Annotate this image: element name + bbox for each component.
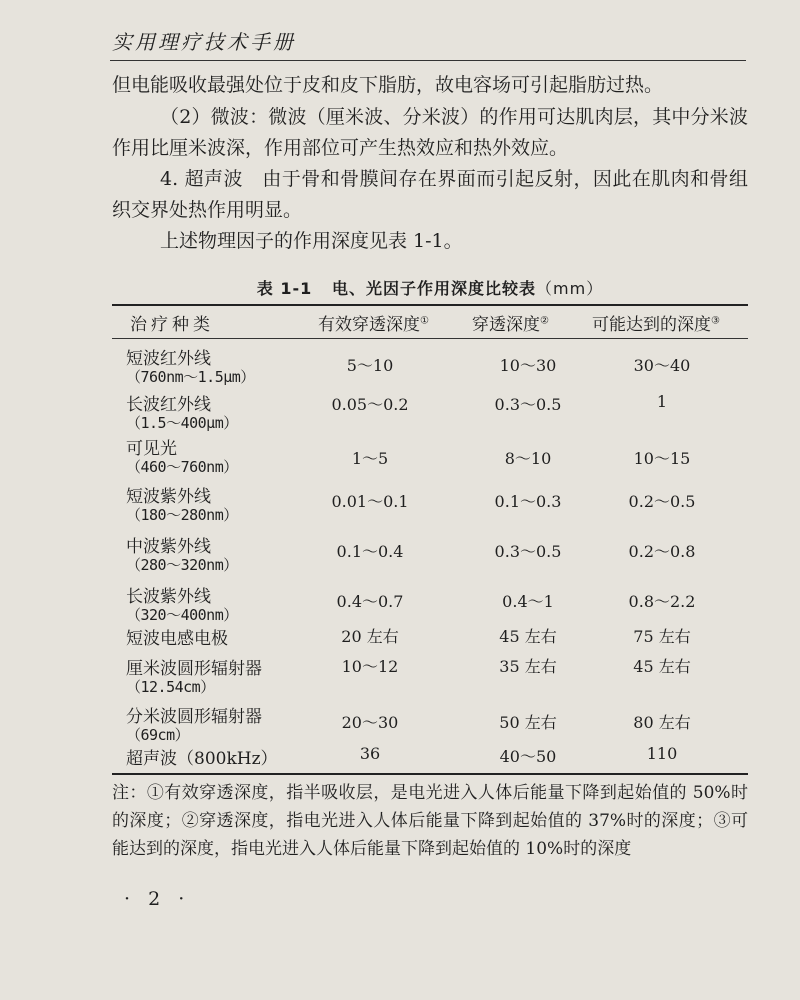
- cell-max-depth: 30～40: [633, 356, 691, 375]
- cell-penetration-depth: 35 左右: [499, 657, 557, 676]
- cell-effective-depth: 1～5: [351, 449, 389, 468]
- cell-effective-depth: 0.01～0.1: [331, 492, 409, 511]
- paragraph-2: （2）微波：微波（厘米波、分米波）的作用可达肌肉层，其中分米波作用比厘米波深，作用部位可产生热效应和热外效应。: [112, 106, 748, 159]
- header-max-depth: 可能达到的深度③: [592, 315, 720, 335]
- cell-effective-depth: 0.4～0.7: [336, 592, 404, 611]
- page-number: · 2 ·: [124, 888, 191, 910]
- table-row: [0, 344, 800, 388]
- table-caption-title: 电、光因子作用深度比较表: [332, 279, 537, 298]
- cell-category-range: （760nm～1.5μm）: [126, 368, 255, 386]
- cell-penetration-depth: 0.3～0.5: [494, 542, 562, 561]
- cell-penetration-depth: 0.1～0.3: [494, 492, 562, 511]
- cell-max-depth: 1: [656, 392, 668, 411]
- table-note: 注：①有效穿透深度，指半吸收层，是电光进入人体后能量下降到起始值的 50%时的深度；②穿透深度，指电光进入人体后能量下降到起始值的 37%时的深度；③可能达到的深度，指电光进入人体后能量下降到起始值的 10%时的深度: [112, 783, 748, 859]
- cell-category-range: （69cm）: [126, 726, 190, 744]
- running-header: 实用理疗技术手册: [112, 30, 296, 54]
- cell-penetration-depth: 10～30: [499, 356, 557, 375]
- paragraph-3: 4. 超声波 由于骨和骨膜间存在界面而引起反射，因此在肌肉和骨组织交界处热作用明显。: [112, 168, 748, 221]
- cell-effective-depth: 5～10: [346, 356, 394, 375]
- cell-effective-depth: 36: [359, 744, 381, 763]
- cell-category: 超声波（800kHz）: [126, 749, 278, 769]
- table-row: [0, 702, 800, 746]
- cell-effective-depth: 0.05～0.2: [331, 395, 409, 414]
- cell-category: 短波紫外线: [126, 487, 211, 507]
- cell-effective-depth: 20～30: [341, 713, 399, 732]
- table-top-rule: [112, 304, 748, 306]
- cell-penetration-depth: 0.4～1: [502, 592, 554, 611]
- cell-max-depth: 0.8～2.2: [628, 592, 696, 611]
- table-header-rule: [112, 338, 748, 339]
- cell-category-range: （180～280nm）: [126, 506, 238, 524]
- table-row: [0, 390, 800, 434]
- header-effective-depth: 有效穿透深度①: [318, 315, 429, 335]
- cell-max-depth: 80 左右: [633, 713, 691, 732]
- cell-category: 中波紫外线: [126, 537, 211, 557]
- cell-penetration-depth: 40～50: [499, 747, 557, 766]
- paragraph-1: 但电能吸收最强处位于皮和皮下脂肪，故电容场可引起脂肪过热。: [112, 74, 664, 96]
- cell-category: 短波红外线: [126, 349, 211, 369]
- cell-max-depth: 75 左右: [633, 627, 691, 646]
- cell-effective-depth: 20 左右: [341, 627, 399, 646]
- cell-penetration-depth: 45 左右: [499, 627, 557, 646]
- cell-category-range: （280～320nm）: [126, 556, 238, 574]
- table-row: [0, 482, 800, 526]
- cell-max-depth: 45 左右: [633, 657, 691, 676]
- cell-max-depth: 0.2～0.8: [628, 542, 696, 561]
- cell-max-depth: 110: [646, 744, 678, 763]
- table-row: [0, 434, 800, 478]
- cell-category: 分米波圆形辐射器: [126, 707, 262, 727]
- cell-category: 厘米波圆形辐射器: [126, 659, 262, 679]
- table-caption: [112, 276, 748, 299]
- cell-max-depth: 0.2～0.5: [628, 492, 696, 511]
- table-row: [0, 532, 800, 576]
- cell-category-range: （460～760nm）: [126, 458, 238, 476]
- table-caption-label: 表 1-1: [256, 279, 313, 298]
- table-bottom-rule: [112, 773, 748, 775]
- cell-penetration-depth: 0.3～0.5: [494, 395, 562, 414]
- cell-category: 长波紫外线: [126, 587, 211, 607]
- cell-category: 可见光: [126, 439, 177, 459]
- cell-category-range: （1.5～400μm）: [126, 414, 238, 432]
- cell-penetration-depth: 50 左右: [499, 713, 557, 732]
- cell-effective-depth: 0.1～0.4: [336, 542, 404, 561]
- header-penetration-depth: 穿透深度②: [472, 315, 549, 335]
- cell-max-depth: 10～15: [633, 449, 691, 468]
- cell-category: 短波电感电极: [126, 629, 228, 649]
- cell-category: 长波红外线: [126, 395, 211, 415]
- cell-category-range: （320～400nm）: [126, 606, 238, 624]
- table-caption-unit: （mm）: [536, 279, 604, 298]
- table-row: [0, 582, 800, 626]
- cell-penetration-depth: 8～10: [504, 449, 552, 468]
- header-rule: [110, 60, 746, 61]
- cell-category-range: （12.54cm）: [126, 678, 215, 696]
- cell-effective-depth: 10～12: [341, 657, 399, 676]
- paragraph-4: 上述物理因子的作用深度见表 1-1。: [160, 230, 463, 252]
- table-row: [0, 654, 800, 698]
- header-category: 治疗种类: [130, 315, 214, 335]
